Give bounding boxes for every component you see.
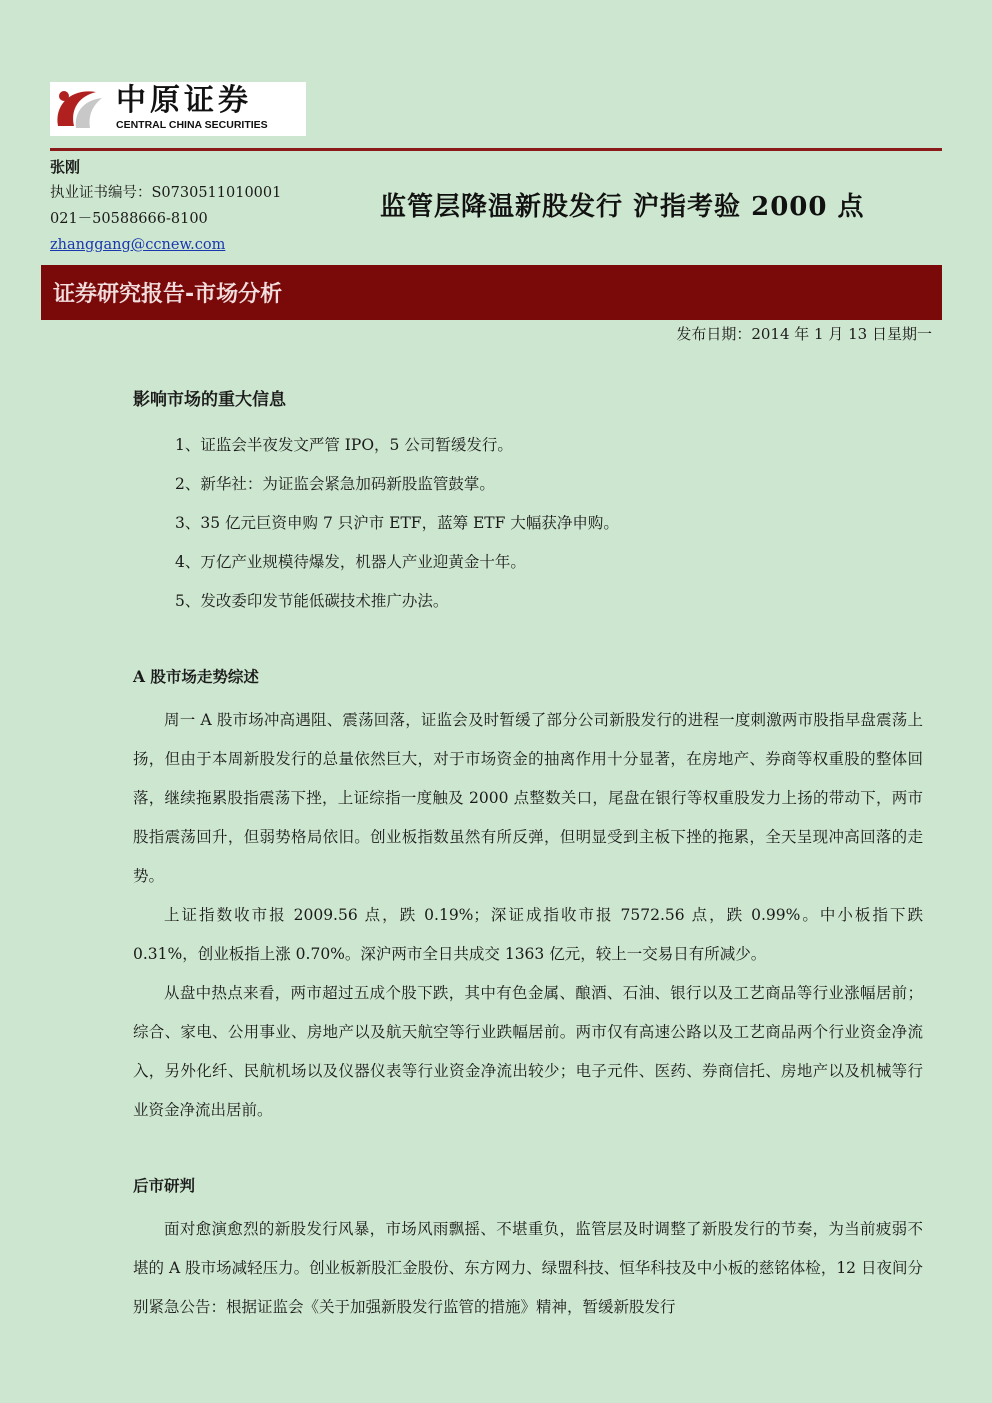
author-email-link[interactable]: zhanggang@ccnew.com: [50, 237, 226, 253]
news-list: [133, 426, 923, 621]
banner-text: 证券研究报告-市场分析: [53, 282, 283, 307]
report-body: [133, 385, 923, 1327]
paragraph: 上证指数收市报 2009.56 点，跌 0.19%；深证成指收市报 7572.56 点，跌 0.99%。中小板指下跌 0.31%，创业板指上涨 0.70%。深沪两市全日共成交 1363 亿元，较上一交易日有所减少。: [133, 906, 923, 963]
paragraph: 从盘中热点来看，两市超过五成个股下跌，其中有色金属、酿酒、石油、银行以及工艺商品等行业涨幅居前；综合、家电、公用事业、房地产以及航天航空等行业跌幅居前。两市仅有高速公路以及工艺商品两个行业资金净流入，另外化纤、民航机场以及仪器仪表等行业资金净流出较少；电子元件、医药、券商信托、房地产以及机械等行业资金净流出居前。: [133, 984, 923, 1119]
publish-date: 发布日期：2014 年 1 月 13 日星期一: [676, 325, 932, 343]
company-logo: [50, 82, 306, 136]
news-item: 3、35 亿元巨资申购 7 只沪市 ETF，蓝筹 ETF 大幅获净申购。: [175, 514, 619, 532]
news-item: 4、万亿产业规模待爆发，机器人产业迎黄金十年。: [175, 553, 526, 571]
author-block: [50, 154, 281, 258]
category-banner: [41, 265, 942, 320]
report-title: 监管层降温新股发行 沪指考验 2000 点: [380, 192, 865, 222]
author-license: 执业证书编号：S0730511010001: [50, 185, 282, 201]
author-phone: 021－50588666-8100: [50, 211, 208, 227]
news-item: 1、证监会半夜发文严管 IPO，5 公司暂缓发行。: [175, 436, 513, 454]
paragraph: 周一 A 股市场冲高遇阻、震荡回落，证监会及时暂缓了部分公司新股发行的进程一度刺激两市股指早盘震荡上扬，但由于本周新股发行的总量依然巨大，对于市场资金的抽离作用十分显著，在房地产、券商等权重股的整体回落，继续拖累股指震荡下挫，上证综指一度触及 2000 点整数关口，尾盘在银行等权重股发力上扬的带动下，两市股指震荡回升，但弱势格局依旧。创业板指数虽然有所反弹，但明显受到主板下挫的拖累，全天呈现冲高回落的走势。: [133, 711, 923, 885]
logo-chinese: 中原证券: [116, 83, 252, 118]
logo-english: CENTRAL CHINA SECURITIES: [116, 119, 268, 131]
logo-mark-icon: [50, 82, 106, 136]
section-heading-market: A 股市场走势综述: [133, 667, 259, 686]
section-heading-news: 影响市场的重大信息: [133, 390, 286, 410]
section-heading-outlook: 后市研判: [133, 1176, 196, 1195]
author-name: 张刚: [50, 158, 81, 176]
news-item: 5、发改委印发节能低碳技术推广办法。: [175, 592, 449, 610]
news-item: 2、新华社：为证监会紧急加码新股监管鼓掌。: [175, 475, 495, 493]
paragraph: 面对愈演愈烈的新股发行风暴，市场风雨飘摇、不堪重负，监管层及时调整了新股发行的节奏，为当前疲弱不堪的 A 股市场减轻压力。创业板新股汇金股份、东方网力、绿盟科技、恒华科技及中小板的慈铭体检，12 日夜间分别紧急公告：根据证监会《关于加强新股发行监管的措施》精神，暂缓新股发行: [133, 1220, 923, 1316]
header-rule: [50, 148, 942, 151]
